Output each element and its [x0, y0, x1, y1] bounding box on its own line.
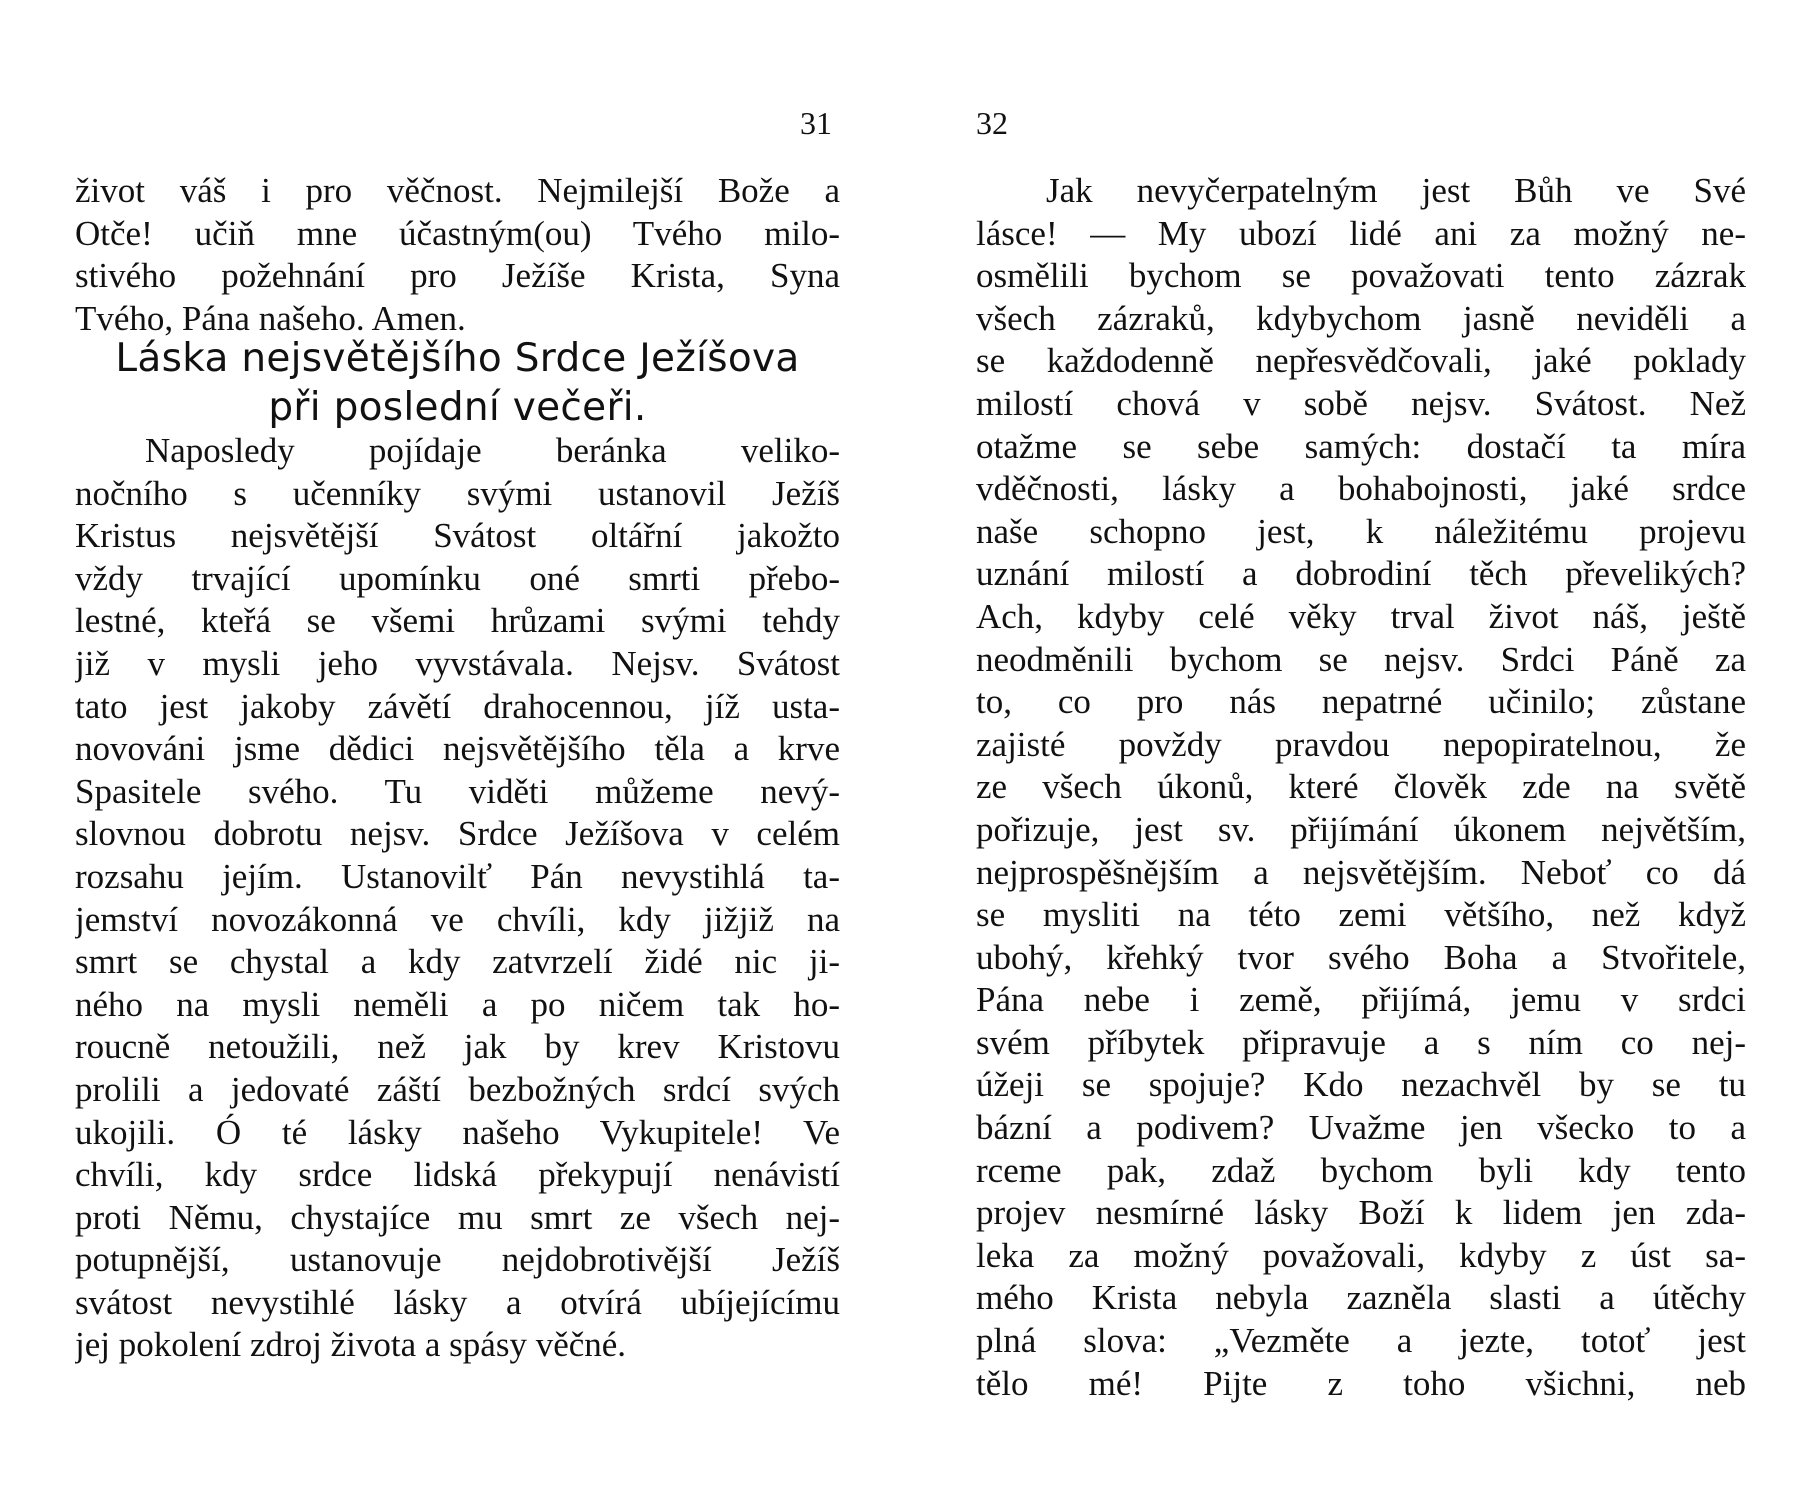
text-line: lestné, kteřá se všemi hrůzami svými tehdy	[75, 601, 840, 641]
text-line: všech zázraků, kdybychom jasně neviděli a	[976, 298, 1746, 338]
text-line: Kristus nejsvětější Svátost oltářní jakožto	[75, 516, 840, 556]
text-line: úžeji se spojuje? Kdo nezachvěl by se tu	[976, 1065, 1746, 1105]
text-line: chvíli, kdy srdce lidská překypují nenávistí	[75, 1155, 840, 1195]
text-line: neodměnili bychom se nejsv. Srdci Páně za	[976, 639, 1746, 679]
text-line: prolili a jedovaté záští bezbožných srdcí svých	[75, 1069, 840, 1109]
body-paragraph-left	[75, 430, 840, 1367]
text-line: pořizuje, jest sv. přijímání úkonem největším,	[976, 809, 1746, 849]
heading-line: Láska nejsvětějšího Srdce Ježíšova	[115, 336, 800, 381]
text-line: již v mysli jeho vyvstávala. Nejsv. Svátost	[75, 643, 840, 683]
text-line: projev nesmírné lásky Boží k lidem jen zda-	[976, 1193, 1746, 1233]
text-line: bázní a podivem? Uvažme jen všecko to a	[976, 1108, 1746, 1148]
text-line: uznání milostí a dobrodiní těch převelikých?	[976, 554, 1746, 594]
text-line: proti Němu, chystajíce mu smrt ze všech nej-	[75, 1197, 840, 1237]
text-line: potupnější, ustanovuje nejdobrotivější Ježíš	[75, 1240, 840, 1280]
text-line: milostí chová v sobě nejsv. Svátost. Než	[976, 383, 1746, 423]
text-line: mého Krista nebyla zazněla slasti a útěchy	[976, 1278, 1746, 1318]
text-line: naše schopno jest, k náležitému projevu	[976, 511, 1746, 551]
text-line: lásce! — My ubozí lidé ani za možný ne-	[976, 213, 1746, 253]
intro-paragraph	[75, 170, 840, 340]
text-line: ubohý, křehký tvor svého Boha a Stvořitele,	[976, 937, 1746, 977]
text-line: to, co pro nás nepatrné učinilo; zůstane	[976, 682, 1746, 722]
text-line: jej pokolení zdroj života a spásy věčné.	[75, 1325, 627, 1365]
text-line: vždy trvající upomínku oné smrti přebo-	[75, 558, 840, 598]
text-line: ze všech úkonů, které člověk zde na světě	[976, 767, 1746, 807]
text-line: nejprospěšnějším a nejsvětějším. Neboť co dá	[976, 852, 1746, 892]
text-line: novováni jsme dědici nejsvětějšího těla a krve	[75, 729, 840, 769]
body-paragraph-right	[976, 170, 1746, 1405]
text-line: rceme pak, zdaž bychom byli kdy tento	[976, 1150, 1746, 1190]
text-line: Jak nevyčerpatelným jest Bůh ve Své	[1046, 171, 1746, 210]
text-line: slovnou dobrotu nejsv. Srdce Ježíšova v celém	[75, 814, 840, 854]
text-line: nočního s učenníky svými ustanovil Ježíš	[75, 473, 840, 513]
text-line: se mysliti na této zemi většího, než když	[976, 895, 1746, 935]
text-line: život váš i pro věčnost. Nejmilejší Bože a	[75, 171, 840, 210]
text-line: plná slova: „Vezměte a jezte, totoť jest	[976, 1321, 1746, 1361]
text-line: svátost nevystihlé lásky a otvírá ubíjejícímu	[75, 1282, 840, 1322]
chapter-heading	[75, 334, 840, 432]
text-line: leka za možný považovali, kdyby z úst sa-	[976, 1235, 1746, 1275]
text-line: Ach, kdyby celé věky trval život náš, ještě	[976, 596, 1746, 636]
text-line: tělo mé! Pijte z toho všichni, neb	[976, 1363, 1746, 1403]
text-line: Naposledy pojídaje beránka veliko-	[145, 431, 840, 470]
text-line: rozsahu jejím. Ustanovilť Pán nevystihlá ta-	[75, 856, 840, 896]
right-page	[899, 0, 1798, 1500]
text-line: Pána nebe i země, přijímá, jemu v srdci	[976, 980, 1746, 1020]
text-line: Spasitele svého. Tu viděti můžeme nevý-	[75, 771, 840, 811]
text-line: smrt se chystal a kdy zatvrzelí židé nic ji-	[75, 942, 840, 982]
text-line: ukojili. Ó té lásky našeho Vykupitele! Ve	[75, 1112, 840, 1152]
text-line: osmělili bychom se považovati tento zázrak	[976, 256, 1746, 296]
text-line: vděčnosti, lásky a bohabojnosti, jaké srdce	[976, 469, 1746, 509]
page-number-right: 32	[976, 105, 1008, 141]
text-line: svém příbytek připravuje a s ním co nej-	[976, 1022, 1746, 1062]
text-line: ného na mysli neměli a po ničem tak ho-	[75, 984, 840, 1024]
text-line: se každodenně nepřesvědčovali, jaké poklady	[976, 341, 1746, 381]
text-line: stivého požehnání pro Ježíše Krista, Syna	[75, 256, 840, 296]
text-line: zajisté povždy pravdou nepopiratelnou, že	[976, 724, 1746, 764]
text-line: Otče! učiň mne účastným(ou) Tvého milo-	[75, 213, 840, 253]
text-line: jemství novozákonná ve chvíli, kdy jižjiž na	[75, 899, 840, 939]
text-line: Tvého, Pána našeho. Amen.	[75, 298, 466, 338]
heading-line: při poslední večeři.	[268, 385, 647, 430]
text-line: roucně netoužili, než jak by krev Kristovu	[75, 1027, 840, 1067]
text-line: otažme se sebe samých: dostačí ta míra	[976, 426, 1746, 466]
text-line: tato jest jakoby závětí drahocennou, jíž usta-	[75, 686, 840, 726]
page-number-left: 31	[800, 105, 832, 141]
